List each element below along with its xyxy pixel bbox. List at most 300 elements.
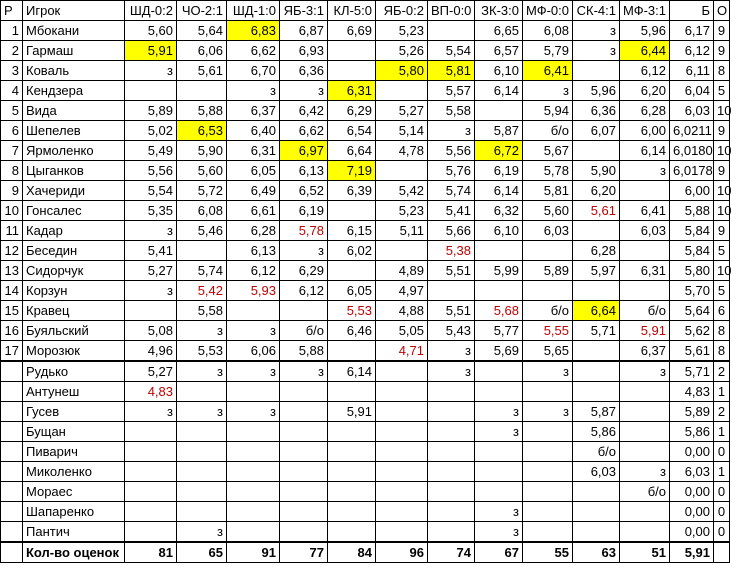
rating-cell [125, 462, 177, 482]
rank-cell: 2 [1, 41, 23, 61]
rating-cell [227, 502, 280, 522]
rating-cell [428, 422, 475, 442]
total-o-cell [714, 542, 730, 563]
rating-cell [280, 502, 328, 522]
rating-cell: 6,61 [227, 201, 280, 221]
count-cell: 6 [714, 301, 730, 321]
rating-cell: 5,05 [376, 321, 428, 341]
count-cell: 10 [714, 261, 730, 281]
total-label: Кол-во оценок [23, 542, 125, 563]
rating-cell [177, 442, 227, 462]
rank-cell [1, 361, 23, 382]
rating-cell: б/о [523, 301, 573, 321]
rating-cell: 5,41 [428, 201, 475, 221]
rank-cell [1, 522, 23, 543]
rating-cell: 6,37 [227, 101, 280, 121]
rating-cell: з [177, 361, 227, 382]
rating-cell: 5,41 [125, 241, 177, 261]
rating-cell: 5,38 [428, 241, 475, 261]
rating-cell: б/о [573, 442, 620, 462]
player-name-cell: Ярмоленко [23, 141, 125, 161]
column-header: МФ-0:0 [523, 1, 573, 21]
rating-cell [376, 462, 428, 482]
player-name-cell: Морозюк [23, 341, 125, 362]
rating-cell [227, 442, 280, 462]
rating-cell [280, 462, 328, 482]
average-cell: 6,12 [670, 41, 714, 61]
player-name-cell: Корзун [23, 281, 125, 301]
rating-cell: 5,54 [125, 181, 177, 201]
rating-cell: 6,12 [227, 261, 280, 281]
rating-cell: 5,69 [475, 341, 523, 362]
rating-cell [280, 422, 328, 442]
rating-cell: 6,83 [227, 21, 280, 41]
rating-cell: з [573, 21, 620, 41]
rank-cell [1, 422, 23, 442]
rating-cell [280, 442, 328, 462]
rating-cell [328, 522, 376, 543]
rating-cell [376, 422, 428, 442]
rank-cell [1, 382, 23, 402]
table-row [1, 61, 730, 81]
rating-cell: 5,78 [280, 221, 328, 241]
table-row [1, 181, 730, 201]
count-cell: 5 [714, 241, 730, 261]
rating-cell [523, 522, 573, 543]
rating-cell: 4,78 [376, 141, 428, 161]
table-body [1, 21, 730, 563]
rating-cell: з [125, 281, 177, 301]
rating-cell: 6,65 [475, 21, 523, 41]
rating-cell: 6,97 [280, 141, 328, 161]
count-cell: 1 [714, 382, 730, 402]
rank-cell: 14 [1, 281, 23, 301]
column-header: ВП-0:0 [428, 1, 475, 21]
rating-cell [376, 502, 428, 522]
player-name-cell: Кравец [23, 301, 125, 321]
rating-cell: 5,60 [177, 161, 227, 181]
rating-cell: 5,67 [523, 141, 573, 161]
rating-cell: 6,12 [280, 281, 328, 301]
rating-cell [227, 482, 280, 502]
table-row [1, 402, 730, 422]
rating-cell: 6,05 [328, 281, 376, 301]
rating-cell: 5,42 [376, 181, 428, 201]
table-row [1, 261, 730, 281]
average-cell: 4,83 [670, 382, 714, 402]
rating-cell: з [475, 402, 523, 422]
rating-cell [475, 482, 523, 502]
rating-cell: 6,41 [620, 201, 670, 221]
rating-cell: 6,87 [280, 21, 328, 41]
rating-cell: 4,89 [376, 261, 428, 281]
rating-cell [573, 361, 620, 382]
rating-cell: 6,19 [475, 161, 523, 181]
rating-cell: 5,58 [177, 301, 227, 321]
rating-cell [523, 382, 573, 402]
count-cell: 10 [714, 181, 730, 201]
rating-cell: з [428, 121, 475, 141]
player-name-cell: Рудько [23, 361, 125, 382]
total-count-cell: 81 [125, 542, 177, 563]
rating-cell: 6,64 [573, 301, 620, 321]
rating-cell [620, 281, 670, 301]
column-header: ШД-1:0 [227, 1, 280, 21]
rating-cell: 6,08 [177, 201, 227, 221]
rating-cell [428, 522, 475, 543]
rating-cell [573, 221, 620, 241]
rating-cell: 5,51 [428, 301, 475, 321]
rating-cell [177, 81, 227, 101]
total-count-cell: 55 [523, 542, 573, 563]
column-header: О [714, 1, 730, 21]
column-header: Р [1, 1, 23, 21]
player-name-cell: Сидорчук [23, 261, 125, 281]
rating-cell [428, 462, 475, 482]
rating-cell [227, 382, 280, 402]
rating-cell [376, 361, 428, 382]
rating-cell [523, 502, 573, 522]
rating-cell: з [227, 81, 280, 101]
rating-cell: з [125, 61, 177, 81]
rank-cell: 11 [1, 221, 23, 241]
rating-cell: 5,23 [376, 21, 428, 41]
rating-cell: 6,54 [328, 121, 376, 141]
rating-cell: 5,60 [523, 201, 573, 221]
rating-cell: 5,89 [523, 261, 573, 281]
rating-cell: 6,32 [475, 201, 523, 221]
table-row [1, 522, 730, 543]
rating-cell [328, 422, 376, 442]
rating-cell [428, 281, 475, 301]
column-header: Б [670, 1, 714, 21]
rating-cell: 6,14 [475, 181, 523, 201]
average-cell: 5,70 [670, 281, 714, 301]
rating-cell: 6,62 [227, 41, 280, 61]
rating-cell: 5,51 [428, 261, 475, 281]
total-count-cell: 96 [376, 542, 428, 563]
player-name-cell: Пантич [23, 522, 125, 543]
rank-cell: 12 [1, 241, 23, 261]
table-row [1, 321, 730, 341]
rating-cell: 5,26 [376, 41, 428, 61]
rating-cell: 5,91 [328, 402, 376, 422]
rating-cell: 6,37 [620, 341, 670, 362]
average-cell: 6,03 [670, 101, 714, 121]
count-cell: 10 [714, 101, 730, 121]
rating-cell: 6,14 [620, 141, 670, 161]
average-cell: 5,71 [670, 361, 714, 382]
column-header: КЛ-5:0 [328, 1, 376, 21]
rating-cell: 5,42 [177, 281, 227, 301]
rank-cell: 7 [1, 141, 23, 161]
player-name-cell: Мбокани [23, 21, 125, 41]
rating-cell: 5,79 [523, 41, 573, 61]
rating-cell [328, 482, 376, 502]
table-row [1, 281, 730, 301]
rating-cell: 5,87 [573, 402, 620, 422]
rating-cell: 6,42 [280, 101, 328, 121]
average-cell: 5,64 [670, 301, 714, 321]
count-cell: 9 [714, 161, 730, 181]
average-cell: 5,84 [670, 241, 714, 261]
rating-cell [523, 482, 573, 502]
rating-cell: 5,94 [523, 101, 573, 121]
rating-cell: 6,93 [280, 41, 328, 61]
rating-cell [125, 482, 177, 502]
rating-cell [523, 241, 573, 261]
rating-cell: 5,53 [328, 301, 376, 321]
rating-cell: б/о [523, 121, 573, 141]
rating-cell: б/о [280, 321, 328, 341]
rating-cell: 5,71 [573, 321, 620, 341]
count-cell: 5 [714, 81, 730, 101]
rating-cell: 5,72 [177, 181, 227, 201]
rating-cell [573, 61, 620, 81]
rating-cell [620, 402, 670, 422]
rating-cell: б/о [620, 482, 670, 502]
rating-cell [125, 442, 177, 462]
average-cell: 5,80 [670, 261, 714, 281]
total-average-cell: 5,91 [670, 542, 714, 563]
rating-cell: 5,80 [376, 61, 428, 81]
player-name-cell: Хачериди [23, 181, 125, 201]
rating-cell: 5,96 [620, 21, 670, 41]
rating-cell: 5,91 [620, 321, 670, 341]
average-cell: 6,0180 [670, 141, 714, 161]
rating-cell: 6,70 [227, 61, 280, 81]
player-name-cell: Гармаш [23, 41, 125, 61]
rating-cell: 5,88 [177, 101, 227, 121]
rating-cell: 6,41 [523, 61, 573, 81]
rank-cell: 16 [1, 321, 23, 341]
count-cell: 8 [714, 321, 730, 341]
rating-cell: 5,56 [428, 141, 475, 161]
rating-cell: 5,54 [428, 41, 475, 61]
rating-cell [376, 241, 428, 261]
rating-cell: з [177, 402, 227, 422]
table-row [1, 201, 730, 221]
column-header: ЯБ-3:1 [280, 1, 328, 21]
rating-cell: з [475, 422, 523, 442]
rating-cell: з [620, 462, 670, 482]
rating-cell: з [227, 361, 280, 382]
count-cell: 9 [714, 41, 730, 61]
rating-cell: 5,91 [125, 41, 177, 61]
rating-cell [376, 402, 428, 422]
rating-cell: 6,31 [328, 81, 376, 101]
total-count-cell: 65 [177, 542, 227, 563]
rating-cell [328, 41, 376, 61]
rating-cell: 5,90 [177, 141, 227, 161]
rating-cell: 5,55 [523, 321, 573, 341]
player-name-cell: Вида [23, 101, 125, 121]
rating-cell: 5,27 [376, 101, 428, 121]
table-row [1, 422, 730, 442]
rating-cell: 5,57 [428, 81, 475, 101]
rating-cell: 5,76 [428, 161, 475, 181]
count-cell: 9 [714, 21, 730, 41]
rating-cell [328, 261, 376, 281]
rank-cell [1, 462, 23, 482]
table-row [1, 482, 730, 502]
rating-cell: з [177, 522, 227, 543]
rating-cell: 6,36 [280, 61, 328, 81]
rating-cell: 5,56 [125, 161, 177, 181]
player-name-cell: Бущан [23, 422, 125, 442]
average-cell: 5,89 [670, 402, 714, 422]
rating-cell [328, 462, 376, 482]
rating-cell [280, 482, 328, 502]
rank-cell: 1 [1, 21, 23, 41]
rank-cell [1, 502, 23, 522]
rating-cell: 6,36 [573, 101, 620, 121]
rating-cell: 5,90 [573, 161, 620, 181]
rating-cell: 5,74 [428, 181, 475, 201]
rank-cell: 10 [1, 201, 23, 221]
rating-cell [475, 442, 523, 462]
table-row [1, 41, 730, 61]
rating-cell: 5,27 [125, 361, 177, 382]
table-row [1, 241, 730, 261]
rating-cell: 4,83 [125, 382, 177, 402]
rating-cell: 6,13 [280, 161, 328, 181]
rating-cell: 5,53 [177, 341, 227, 362]
table-row [1, 81, 730, 101]
rating-cell [620, 382, 670, 402]
rating-cell: 6,15 [328, 221, 376, 241]
rating-cell: 6,39 [328, 181, 376, 201]
rating-cell: з [280, 361, 328, 382]
rank-cell: 9 [1, 181, 23, 201]
rank-cell [1, 402, 23, 422]
rating-cell [428, 502, 475, 522]
rating-cell: 6,53 [177, 121, 227, 141]
player-name-cell: Цыганков [23, 161, 125, 181]
rating-cell: 6,46 [328, 321, 376, 341]
rating-cell: з [475, 522, 523, 543]
rank-cell: 8 [1, 161, 23, 181]
rating-cell: з [523, 402, 573, 422]
rating-cell [125, 301, 177, 321]
rating-cell: 5,65 [523, 341, 573, 362]
rating-cell: 5,87 [475, 121, 523, 141]
average-cell: 6,11 [670, 61, 714, 81]
rating-cell [523, 281, 573, 301]
rating-cell: 5,74 [177, 261, 227, 281]
player-name-cell: Гусев [23, 402, 125, 422]
rating-cell [428, 382, 475, 402]
rating-cell [227, 301, 280, 321]
rating-cell: з [125, 221, 177, 241]
rank-cell [1, 482, 23, 502]
rating-cell: 5,86 [573, 422, 620, 442]
rating-cell: 6,62 [280, 121, 328, 141]
rating-cell [573, 382, 620, 402]
rank-cell: 17 [1, 341, 23, 362]
rating-cell: 5,64 [177, 21, 227, 41]
rank-cell: 5 [1, 101, 23, 121]
rating-cell [523, 442, 573, 462]
total-count-cell: 74 [428, 542, 475, 563]
rating-cell: 5,89 [125, 101, 177, 121]
rating-cell: 4,96 [125, 341, 177, 362]
rating-cell: 5,23 [376, 201, 428, 221]
rating-cell: 5,93 [227, 281, 280, 301]
rating-cell: 5,97 [573, 261, 620, 281]
rating-cell: 5,02 [125, 121, 177, 141]
rank-cell [1, 442, 23, 462]
column-header: СК-4:1 [573, 1, 620, 21]
rating-cell [620, 181, 670, 201]
rating-cell [620, 241, 670, 261]
rating-cell [523, 462, 573, 482]
rating-cell: 5,11 [376, 221, 428, 241]
average-cell: 5,86 [670, 422, 714, 442]
rating-cell [523, 422, 573, 442]
count-cell: 9 [714, 121, 730, 141]
rating-cell [573, 522, 620, 543]
table-row [1, 382, 730, 402]
rating-cell [620, 502, 670, 522]
rating-cell: з [280, 81, 328, 101]
rating-cell: 5,46 [177, 221, 227, 241]
rating-cell [573, 341, 620, 362]
rating-cell [328, 61, 376, 81]
table-row [1, 221, 730, 241]
count-cell: 9 [714, 221, 730, 241]
rating-cell: 6,03 [620, 221, 670, 241]
rating-cell [328, 341, 376, 362]
rating-cell: 5,66 [428, 221, 475, 241]
rating-cell [177, 502, 227, 522]
average-cell: 6,04 [670, 81, 714, 101]
rating-cell [177, 241, 227, 261]
rating-cell [177, 422, 227, 442]
rating-cell [428, 482, 475, 502]
count-cell: 1 [714, 462, 730, 482]
rating-cell [328, 382, 376, 402]
table-row [1, 121, 730, 141]
rating-cell [376, 161, 428, 181]
rating-cell: 6,08 [523, 21, 573, 41]
rating-cell [376, 522, 428, 543]
rating-cell [573, 281, 620, 301]
player-name-cell: Беседин [23, 241, 125, 261]
table-row [1, 101, 730, 121]
rating-cell: 6,31 [227, 141, 280, 161]
rating-cell [573, 141, 620, 161]
rating-cell: 6,64 [328, 141, 376, 161]
rating-cell: 5,08 [125, 321, 177, 341]
total-count-cell: 84 [328, 542, 376, 563]
player-name-cell: Миколенко [23, 462, 125, 482]
table-row [1, 161, 730, 181]
rating-cell: 5,60 [125, 21, 177, 41]
rating-cell: 5,77 [475, 321, 523, 341]
count-cell: 10 [714, 141, 730, 161]
total-count-cell: 77 [280, 542, 328, 563]
average-cell: 0,00 [670, 442, 714, 462]
rating-cell [280, 301, 328, 321]
rating-cell: 6,40 [227, 121, 280, 141]
average-cell: 6,0211 [670, 121, 714, 141]
rating-cell: 6,69 [328, 21, 376, 41]
rating-cell [227, 462, 280, 482]
rank-cell: 15 [1, 301, 23, 321]
rating-cell: 6,19 [280, 201, 328, 221]
average-cell: 5,84 [670, 221, 714, 241]
